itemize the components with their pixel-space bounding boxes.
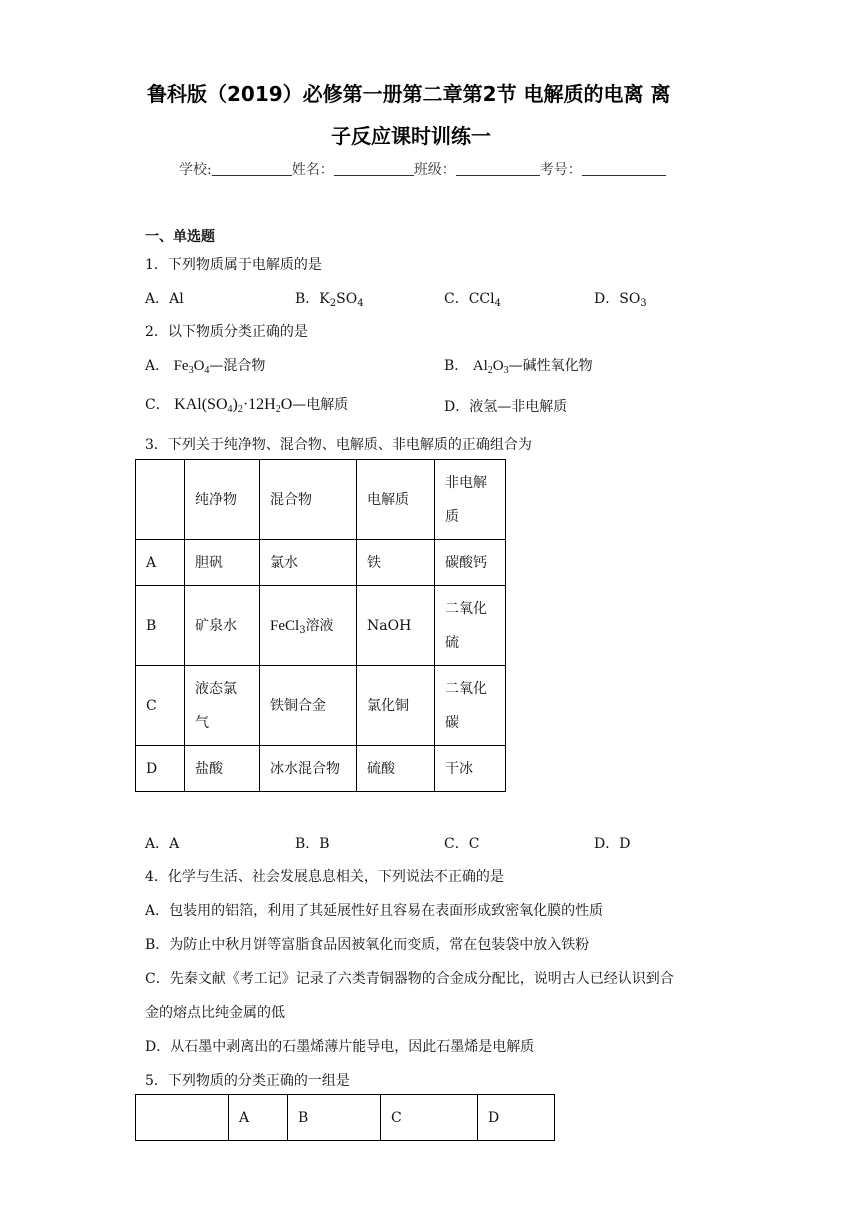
subscript: 2: [329, 298, 337, 309]
formula-part: ): [232, 396, 238, 413]
name-label: 姓名：: [291, 162, 334, 178]
table-cell: C: [136, 666, 185, 746]
question-4-option-d[interactable]: D．从石墨中剥离出的石墨烯薄片能导电，因此石墨烯是电解质: [145, 1039, 535, 1055]
cell-text: 二氧化硫: [445, 600, 487, 651]
option-text: —混合物: [209, 358, 266, 374]
school-blank[interactable]: [212, 161, 292, 176]
question-3-table: [135, 459, 506, 792]
table-header-row: [136, 1095, 555, 1141]
subscript: 2: [487, 365, 493, 376]
table-cell: 氯化铜: [357, 666, 435, 746]
formula-part: O: [280, 396, 293, 413]
question-3-option-a[interactable]: A．A: [145, 836, 180, 852]
exam-number-blank[interactable]: [582, 161, 666, 176]
table-cell: [435, 586, 506, 666]
formula-part: SO: [336, 291, 358, 307]
option-b-text: B．K: [295, 291, 330, 307]
cell-text: 二氧化碳: [445, 680, 487, 731]
subscript: 3: [299, 624, 306, 636]
option-text: —电解质: [292, 397, 349, 413]
question-5-table: [135, 1094, 555, 1141]
table-cell: [185, 666, 260, 746]
table-cell: [136, 1095, 229, 1141]
student-info-line: [179, 159, 666, 179]
formula-part: O: [492, 358, 504, 374]
subscript: 4: [357, 298, 364, 309]
table-cell: NaOH: [357, 586, 435, 666]
cell-text: 溶液: [305, 617, 334, 634]
table-cell: 矿泉水: [185, 586, 260, 666]
option-label: B．: [444, 358, 469, 374]
table-cell: 碳酸钙: [435, 540, 506, 586]
table-cell: B: [136, 586, 185, 666]
question-1-option-b[interactable]: [295, 288, 364, 308]
section-heading: 一、单选题: [145, 229, 215, 245]
table-cell: B: [288, 1095, 381, 1141]
formula-part: KAl(SO: [174, 396, 228, 413]
question-4-option-c-line-1[interactable]: C．先秦文献《考工记》记录了六类青铜器物的合金成分配比，说明古人已经认识到合: [145, 971, 674, 987]
question-1-option-d[interactable]: [594, 288, 647, 308]
subscript: 3: [503, 365, 509, 376]
option-label: C．: [145, 397, 170, 413]
question-4-stem: 4．化学与生活、社会发展息息相关，下列说法不正确的是: [145, 869, 504, 885]
table-cell: [435, 460, 506, 540]
subscript: 2: [237, 404, 243, 415]
question-2-option-b[interactable]: [444, 355, 593, 375]
formula-part: Fe: [173, 358, 189, 374]
table-cell: 盐酸: [185, 746, 260, 792]
question-2-option-d[interactable]: D．液氢—非电解质: [444, 399, 568, 415]
table-cell: 干冰: [435, 746, 506, 792]
question-1-stem: 1．下列物质属于电解质的是: [145, 257, 322, 273]
table-row: [136, 746, 506, 792]
question-3-option-d[interactable]: D．D: [594, 836, 631, 852]
table-cell: [435, 666, 506, 746]
table-cell: C: [381, 1095, 478, 1141]
question-2-stem: 2．以下物质分类正确的是: [145, 324, 308, 340]
table-row: [136, 666, 506, 746]
table-cell: [136, 460, 185, 540]
formula-part: Al: [472, 358, 488, 374]
question-1-option-c[interactable]: [444, 288, 501, 308]
question-1-option-a[interactable]: A．Al: [145, 291, 184, 307]
table-cell: 胆矾: [185, 540, 260, 586]
table-cell: 纯净物: [185, 460, 260, 540]
table-cell: D: [478, 1095, 555, 1141]
question-4-option-a[interactable]: A．包装用的铝箔，利用了其延展性好且容易在表面形成致密氧化膜的性质: [145, 903, 604, 919]
formula-part: O: [193, 358, 205, 374]
question-3-option-c[interactable]: C．C: [444, 836, 480, 852]
class-label: 班级：: [413, 162, 456, 178]
name-blank[interactable]: [334, 161, 414, 176]
table-cell: 铁铜合金: [260, 666, 357, 746]
table-cell: A: [136, 540, 185, 586]
document-title-line-2: 子反应课时训练一: [331, 124, 491, 148]
subscript: 4: [227, 404, 233, 415]
subscript: 4: [494, 298, 501, 309]
question-3-stem: 3．下列关于纯净物、混合物、电解质、非电解质的正确组合为: [145, 437, 532, 453]
table-header-row: [136, 460, 506, 540]
table-cell: 铁: [357, 540, 435, 586]
option-d-text: D．SO: [594, 291, 641, 307]
table-cell: 混合物: [260, 460, 357, 540]
table-cell: [260, 586, 357, 666]
exam-number-label: 考号：: [539, 162, 582, 178]
document-title-line-1: 鲁科版（2019）必修第一册第二章第2节 电解质的电离 离: [147, 82, 671, 106]
option-label: A．: [145, 358, 170, 374]
table-cell: 氯水: [260, 540, 357, 586]
table-row: [136, 540, 506, 586]
subscript: 4: [204, 365, 210, 376]
table-cell: A: [229, 1095, 288, 1141]
question-2-option-a[interactable]: [145, 355, 265, 375]
formula: [174, 396, 292, 413]
subscript: 2: [275, 404, 281, 415]
table-cell: 冰水混合物: [260, 746, 357, 792]
table-cell: D: [136, 746, 185, 792]
cell-text: 非电解质: [445, 474, 487, 525]
table-cell: 电解质: [357, 460, 435, 540]
question-4-option-b[interactable]: B．为防止中秋月饼等富脂食品因被氧化而变质，常在包装袋中放入铁粉: [145, 937, 590, 953]
class-blank[interactable]: [456, 161, 540, 176]
formula-part: FeCl: [270, 617, 300, 634]
option-c-text: C．CCl: [444, 291, 495, 307]
table-row: [136, 586, 506, 666]
formula: [174, 358, 210, 374]
option-text: —碱性氧化物: [508, 358, 593, 374]
subscript: 3: [188, 365, 194, 376]
cell-text: 液态氯气: [195, 680, 237, 731]
formula-part: ·12H: [242, 396, 276, 413]
question-3-option-b[interactable]: B．B: [295, 836, 330, 852]
formula: [473, 358, 509, 374]
school-label: 学校:: [179, 162, 212, 178]
question-4-option-c-line-2[interactable]: 金的熔点比纯金属的低: [145, 1005, 285, 1021]
table-cell: 硫酸: [357, 746, 435, 792]
question-5-stem: 5．下列物质的分类正确的一组是: [145, 1073, 350, 1089]
question-2-option-c[interactable]: [145, 394, 348, 414]
subscript: 3: [640, 298, 647, 309]
